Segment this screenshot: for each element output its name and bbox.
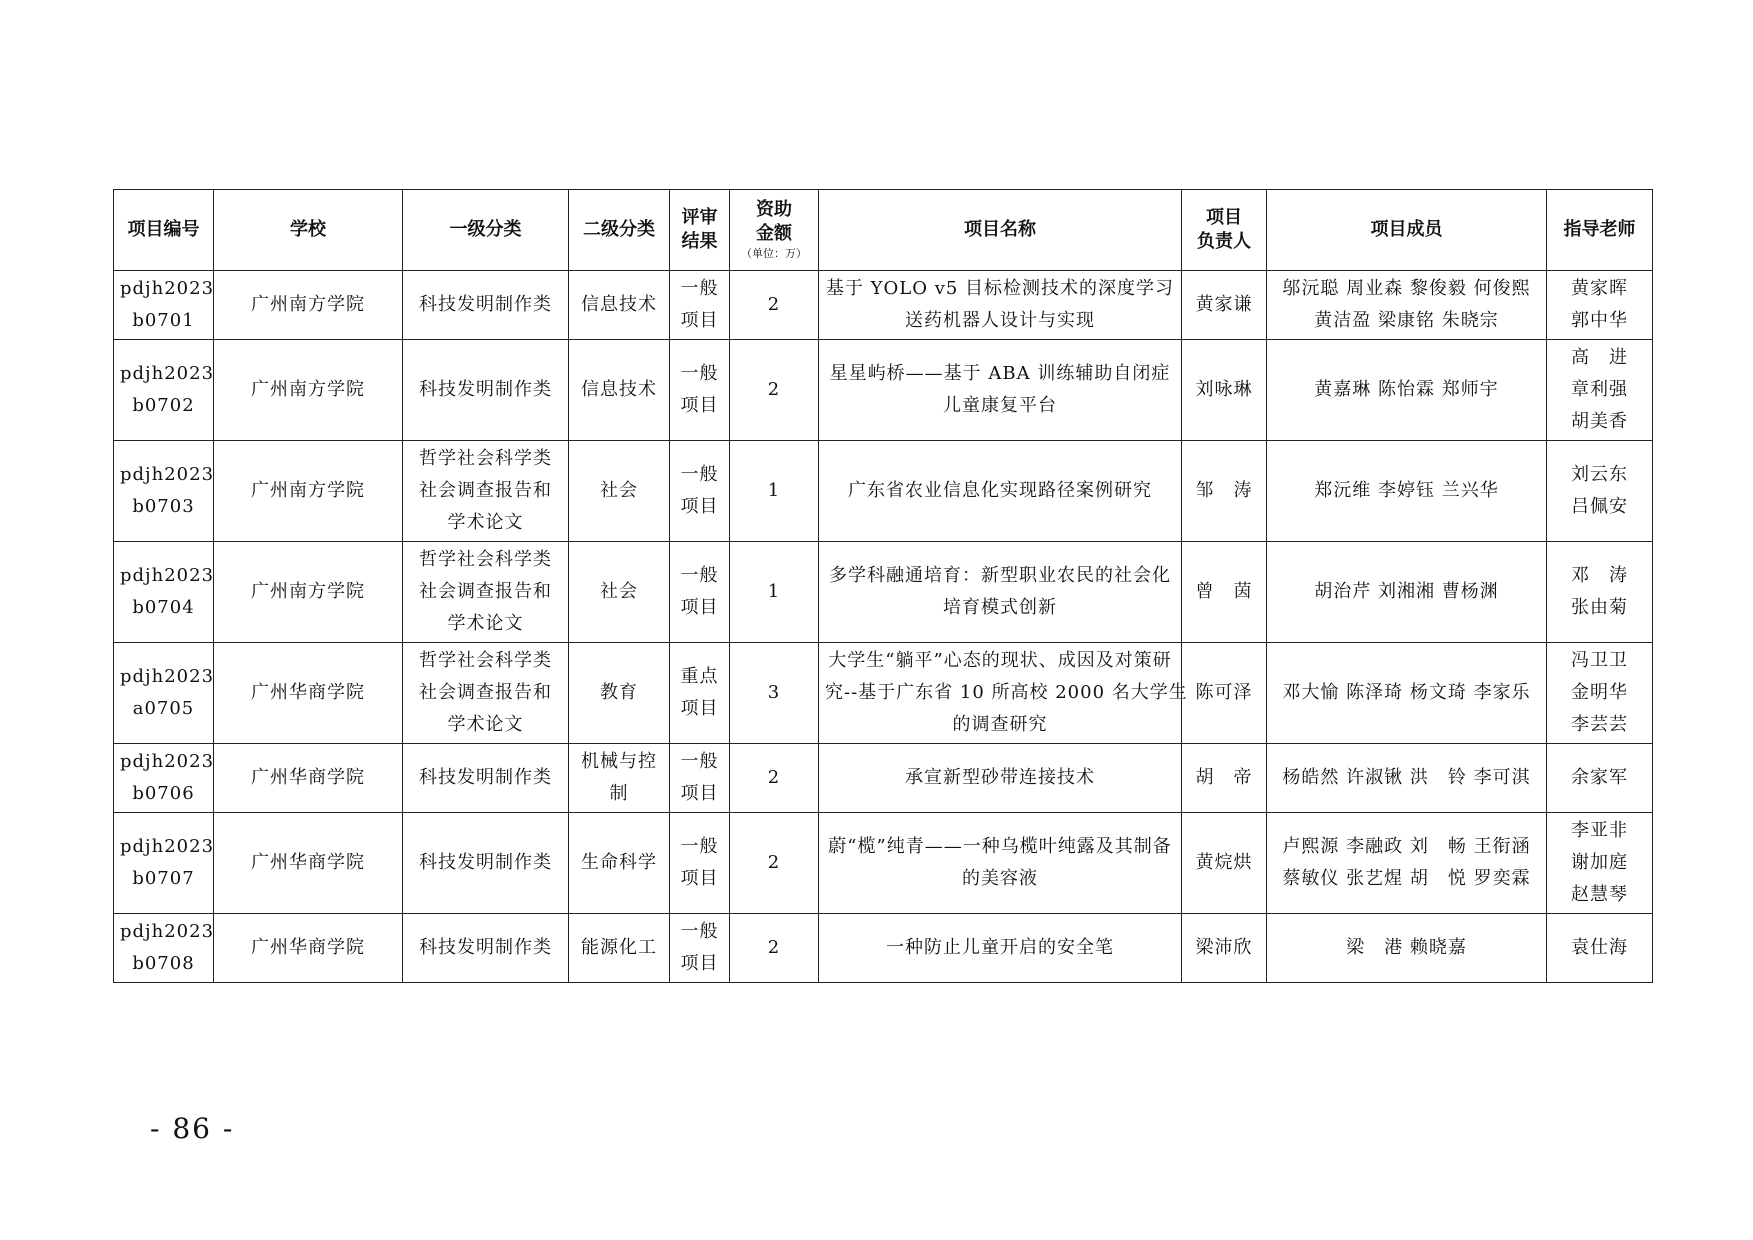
cell-name-line: 培育模式创新 [943,597,1057,618]
cell-advisors-line: 李芸芸 [1571,714,1628,735]
header-category1: 一级分类 [403,190,569,271]
cell-result-line: 项目 [680,953,719,974]
cell-members-line: 黄嘉琳 陈怡霖 郑师宇 [1314,379,1499,400]
cell-leader [1182,744,1267,813]
cell-code [114,340,214,441]
cell-name-line: 广东省农业信息化实现路径案例研究 [848,480,1152,501]
cell-advisors-line: 高 进 [1571,347,1628,368]
cell-category2-line: 生命科学 [581,852,657,873]
cell-code-line: b0706 [132,783,195,804]
cell-school [214,744,403,813]
cell-code-line: pdjh2023 [120,921,215,942]
table-row [114,643,1653,744]
cell-members-line: 杨皓然 许淑锹 洪 铃 李可淇 [1282,767,1531,788]
cell-category2-line: 信息技术 [581,379,657,400]
cell-amount-text: 2 [767,937,781,958]
cell-category1-line: 学术论文 [447,714,524,735]
cell-members-line: 郑沅维 李婷钰 兰兴华 [1314,480,1499,501]
cell-result-line: 项目 [680,395,719,416]
table-body [114,271,1653,983]
cell-amount-text: 2 [767,767,781,788]
cell-code [114,271,214,340]
cell-category2 [569,441,670,542]
cell-result-line: 一般 [680,836,719,857]
cell-amount [730,744,819,813]
cell-category2-line: 机械与控 [581,751,657,772]
header-category2: 二级分类 [569,190,670,271]
cell-result-line: 一般 [680,464,719,485]
cell-name-line: 星星屿桥——基于 ABA 训练辅助自闭症 [829,363,1171,384]
cell-advisors-line: 金明华 [1571,682,1628,703]
cell-code-line: pdjh2023 [120,666,215,687]
cell-school [214,643,403,744]
cell-amount-text: 2 [767,294,781,315]
cell-amount-text: 1 [767,480,781,501]
cell-category2 [569,643,670,744]
table-row [114,744,1653,813]
cell-code-line: pdjh2023 [120,565,215,586]
cell-category2-line: 社会 [600,480,638,501]
cell-members [1267,441,1547,542]
cell-advisors-line: 赵慧琴 [1571,884,1628,905]
cell-category1-line: 科技发明制作类 [419,852,552,873]
cell-members [1267,271,1547,340]
cell-result-line: 项目 [680,868,719,889]
cell-category1 [403,914,569,983]
cell-name-line: 一种防止儿童开启的安全笔 [886,937,1114,958]
cell-leader [1182,271,1267,340]
cell-school [214,441,403,542]
cell-result-line: 项目 [680,597,719,618]
cell-category1-line: 科技发明制作类 [419,294,552,315]
cell-advisors-line: 张由菊 [1571,597,1628,618]
cell-category2 [569,914,670,983]
cell-amount [730,271,819,340]
cell-advisors [1547,744,1653,813]
cell-category2 [569,813,670,914]
cell-category1 [403,643,569,744]
cell-amount [730,813,819,914]
table-header-row [114,190,1653,271]
cell-code-line: pdjh2023 [120,836,215,857]
cell-code-line: b0704 [132,597,195,618]
header-leader: 项目 负责人 [1182,190,1267,271]
cell-result [670,744,730,813]
cell-advisors-line: 郭中华 [1571,310,1628,331]
cell-code-line: pdjh2023 [120,464,215,485]
cell-amount-text: 2 [767,852,781,873]
cell-name-line: 多学科融通培育：新型职业农民的社会化 [829,565,1171,586]
cell-name [819,340,1182,441]
cell-result-line: 项目 [680,783,719,804]
cell-code-line: b0703 [132,496,195,517]
cell-category1-line: 社会调查报告和 [419,480,552,501]
cell-name-line: 送药机器人设计与实现 [905,310,1095,331]
cell-members-line: 胡治芹 刘湘湘 曹杨渊 [1314,581,1499,602]
cell-category2-line: 社会 [600,581,638,602]
table-row [114,914,1653,983]
cell-leader [1182,914,1267,983]
cell-advisors-line: 吕佩安 [1571,496,1628,517]
cell-result [670,643,730,744]
header-result: 评审 结果 [670,190,730,271]
cell-advisors [1547,271,1653,340]
cell-leader-text: 黄家谦 [1195,294,1253,315]
cell-result-line: 重点 [680,666,719,687]
cell-members-line: 卢熙源 李融政 刘 畅 王衔涵 [1282,836,1531,857]
cell-members-line: 邓大愉 陈泽琦 杨文琦 李家乐 [1282,682,1531,703]
cell-result [670,340,730,441]
cell-name [819,813,1182,914]
cell-amount [730,542,819,643]
cell-leader-text: 黄烷烘 [1195,852,1253,873]
cell-name [819,744,1182,813]
cell-result-line: 项目 [680,310,719,331]
cell-category1-line: 哲学社会科学类 [419,549,552,570]
header-school: 学校 [214,190,403,271]
cell-advisors-line: 谢加庭 [1571,852,1628,873]
cell-advisors [1547,813,1653,914]
cell-members [1267,340,1547,441]
cell-advisors-line: 章利强 [1571,379,1628,400]
cell-result-line: 一般 [680,278,719,299]
cell-name [819,914,1182,983]
cell-code-line: b0708 [132,953,195,974]
cell-amount [730,643,819,744]
cell-category2 [569,271,670,340]
cell-result [670,813,730,914]
cell-advisors [1547,542,1653,643]
cell-result [670,441,730,542]
cell-advisors-line: 余家军 [1571,767,1628,788]
table-row [114,542,1653,643]
table-row [114,813,1653,914]
cell-code-line: a0705 [132,698,195,719]
cell-result-line: 一般 [680,921,719,942]
cell-advisors-line: 冯卫卫 [1571,650,1628,671]
cell-school [214,914,403,983]
cell-name-line: 的美容液 [962,868,1038,889]
cell-members [1267,914,1547,983]
cell-name-line: 究--基于广东省 10 所高校 2000 名大学生 [825,682,1188,703]
cell-name-line: 儿童康复平台 [943,395,1057,416]
cell-category1 [403,813,569,914]
table-row [114,271,1653,340]
cell-name [819,271,1182,340]
cell-members [1267,744,1547,813]
cell-category1-line: 科技发明制作类 [419,379,552,400]
cell-leader-text: 梁沛欣 [1195,937,1253,958]
cell-amount-text: 3 [767,682,781,703]
cell-code-line: b0707 [132,868,195,889]
cell-category2 [569,542,670,643]
cell-advisors-line: 刘云东 [1571,464,1628,485]
cell-category1 [403,271,569,340]
cell-leader-text: 刘咏琳 [1195,379,1253,400]
cell-leader [1182,643,1267,744]
cell-name-line: 基于 YOLO v5 目标检测技术的深度学习 [825,278,1175,299]
cell-result [670,914,730,983]
cell-advisors [1547,441,1653,542]
cell-code-line: pdjh2023 [120,363,215,384]
cell-result [670,271,730,340]
cell-code-line: b0702 [132,395,195,416]
cell-code [114,813,214,914]
cell-name-line: 蔚“榄”纯青——一种乌榄叶纯露及其制备 [828,836,1172,857]
header-code: 项目编号 [114,190,214,271]
cell-category2-line: 教育 [600,682,638,703]
cell-result [670,542,730,643]
cell-result-line: 一般 [680,565,719,586]
cell-school-text: 广州华商学院 [251,937,365,958]
cell-name-line: 大学生“躺平”心态的现状、成因及对策研 [828,650,1172,671]
cell-school-text: 广州南方学院 [251,294,365,315]
cell-category2-line: 信息技术 [581,294,657,315]
cell-members [1267,542,1547,643]
cell-members-line: 邬沅聪 周业森 黎俊毅 何俊熙 [1282,278,1531,299]
cell-school [214,542,403,643]
cell-category2-line: 能源化工 [581,937,657,958]
cell-category1-line: 科技发明制作类 [419,937,552,958]
cell-advisors-line: 袁仕海 [1571,937,1628,958]
cell-category1 [403,340,569,441]
cell-leader [1182,340,1267,441]
cell-members-line: 蔡敏仪 张艺煋 胡 悦 罗奕霖 [1282,868,1531,889]
cell-school-text: 广州南方学院 [251,581,365,602]
cell-amount [730,441,819,542]
cell-category1 [403,441,569,542]
cell-school [214,340,403,441]
cell-code-line: b0701 [132,310,195,331]
cell-category1-line: 哲学社会科学类 [419,448,552,469]
cell-advisors-line: 胡美香 [1571,411,1628,432]
cell-leader-text: 曾 茵 [1195,581,1253,602]
cell-leader-text: 胡 帝 [1195,767,1253,788]
cell-code-line: pdjh2023 [120,751,215,772]
cell-name-line: 的调查研究 [952,714,1048,735]
header-amount: 资助 金额 （单位：万） [730,190,819,271]
header-name: 项目名称 [819,190,1182,271]
cell-code [114,441,214,542]
cell-members [1267,813,1547,914]
cell-code [114,744,214,813]
cell-category1-line: 哲学社会科学类 [419,650,552,671]
cell-code [114,542,214,643]
cell-result-line: 一般 [680,363,719,384]
cell-advisors-line: 邓 涛 [1571,565,1628,586]
header-advisor: 指导老师 [1547,190,1653,271]
cell-leader-text: 邹 涛 [1195,480,1253,501]
cell-members-line: 黄洁盈 梁康铭 朱晓宗 [1314,310,1499,331]
cell-amount [730,914,819,983]
cell-school-text: 广州华商学院 [251,767,365,788]
projects-table [113,189,1653,983]
cell-advisors [1547,914,1653,983]
cell-category1-line: 学术论文 [447,613,524,634]
cell-school-text: 广州华商学院 [251,682,365,703]
cell-members [1267,643,1547,744]
cell-category2 [569,340,670,441]
cell-leader [1182,542,1267,643]
cell-school-text: 广州华商学院 [251,852,365,873]
cell-school [214,813,403,914]
cell-category1-line: 社会调查报告和 [419,581,552,602]
cell-code [114,914,214,983]
cell-amount-text: 1 [767,581,781,602]
table-row [114,340,1653,441]
cell-name [819,542,1182,643]
cell-amount-text: 2 [767,379,781,400]
cell-result-line: 一般 [680,751,719,772]
cell-category1-line: 科技发明制作类 [419,767,552,788]
cell-leader-text: 陈可泽 [1195,682,1253,703]
cell-name [819,643,1188,744]
cell-category1 [403,744,569,813]
cell-advisors-line: 黄家晖 [1571,278,1628,299]
cell-result-line: 项目 [680,496,719,517]
cell-category1-line: 社会调查报告和 [419,682,552,703]
cell-category1 [403,542,569,643]
cell-advisors [1547,643,1653,744]
cell-advisors-line: 李亚非 [1571,820,1628,841]
cell-school-text: 广州南方学院 [251,480,365,501]
cell-code [114,643,214,744]
cell-members-line: 梁 港 赖晓嘉 [1346,937,1467,958]
cell-result-line: 项目 [680,698,719,719]
cell-amount [730,340,819,441]
cell-school [214,271,403,340]
cell-advisors [1547,340,1653,441]
header-amount-unit: （单位：万） [741,247,807,260]
cell-name-line: 承宣新型砂带连接技术 [905,767,1095,788]
table-row [114,441,1653,542]
cell-leader [1182,441,1267,542]
header-members: 项目成员 [1267,190,1547,271]
cell-category1-line: 学术论文 [447,512,524,533]
cell-leader [1182,813,1267,914]
cell-code-line: pdjh2023 [120,278,215,299]
cell-school-text: 广州南方学院 [251,379,365,400]
cell-category2-line: 制 [609,783,629,804]
cell-name [819,441,1182,542]
page-number: - 86 - [150,1112,235,1145]
cell-category2 [569,744,670,813]
